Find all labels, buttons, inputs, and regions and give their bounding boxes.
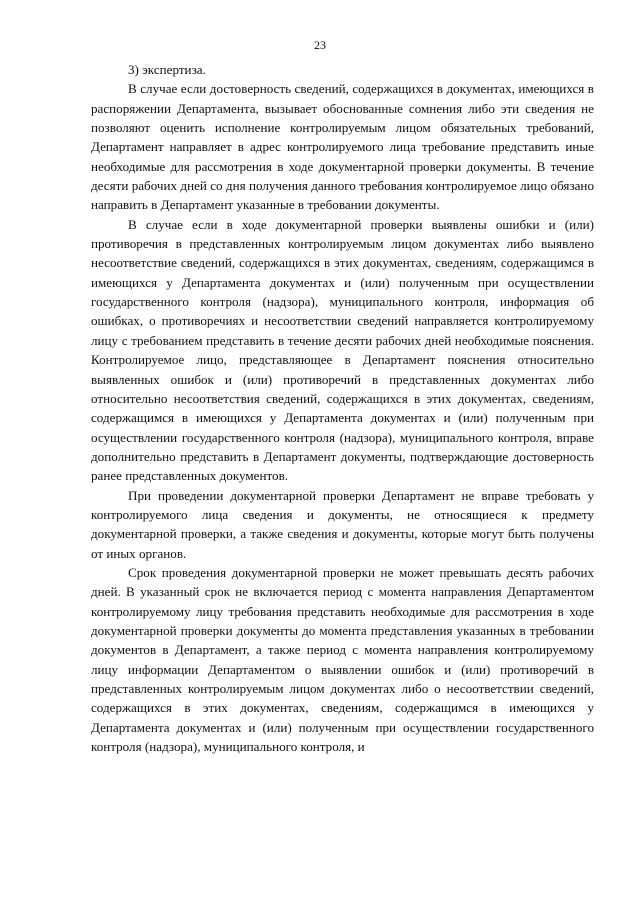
- paragraph-term: Срок проведения документарной проверки не может превышать десять рабочих дней. В указанный срок не включается период с момента направления Департаментом контролируемому лицу требования представить необходимые для рассмотрения в ходе документарной проверки документы до момента представления указанных в требовании документов в Департамент, а также период с момента направления контролируемому лицу информации Департаментом о выявлении ошибок и (или) противоречий в представленных контролируемым лицом документах либо о несоответствии сведений, содержащихся в этих документах, сведениям, содержащимся в имеющихся у Департамента документах и (или) полученным при осуществлении государственного контроля (надзора), муниципального контроля, и: [91, 564, 594, 755]
- paragraph-additional-documents: В случае если достоверность сведений, содержащихся в документах, имеющихся в распоряжении Департамента, вызывает обоснованные сомнения либо эти сведения не позволяют оценить исполнение контролируемым лицом обязательных требований, Департамент направляет в адрес контролируемого лица требование представить иные необходимые для рассмотрения в ходе документарной проверки документы. В течение десяти рабочих дней со дня получения данного требования контролируемое лицо обязано направить в Департамент указанные в требовании документы.: [91, 81, 594, 213]
- document-body: [91, 60, 594, 756]
- paragraph-errors-contradictions: В случае если в ходе документарной проверки выявлены ошибки и (или) противоречия в представленных контролируемым лицом документах либо выявлено несоответствие сведений, содержащихся в этих документах, сведениям, содержащимся в имеющихся у Департамента документах и (или) полученным при осуществлении государственного контроля (надзора), муниципального контроля, информация об ошибках, о противоречиях и несоответствии сведений направляется контролируемому лицу с требованием представить в течение десяти рабочих дней необходимые пояснения. Контролируемое лицо, представляющее в Департамент пояснения относительно выявленных ошибок и (или) противоречий в представленных документах либо относительно несоответствия сведений, содержащихся в этих документах, сведениям, содержащимся в имеющихся у Департамента документах и (или) полученным при осуществлении государственного контроля (надзора), муниципального контроля, вправе дополнительно представить в Департамент документы, подтверждающие достоверность ранее представленных документов.: [91, 216, 594, 484]
- paragraph-restrictions: При проведении документарной проверки Департамент не вправе требовать у контролируемого лица сведения и документы, не относящиеся к предмету документарной проверки, а также сведения и документы, которые могут быть получены от иных органов.: [91, 487, 594, 561]
- paragraph-item-3: 3) экспертиза.: [128, 62, 206, 77]
- page-number: 23: [314, 38, 326, 52]
